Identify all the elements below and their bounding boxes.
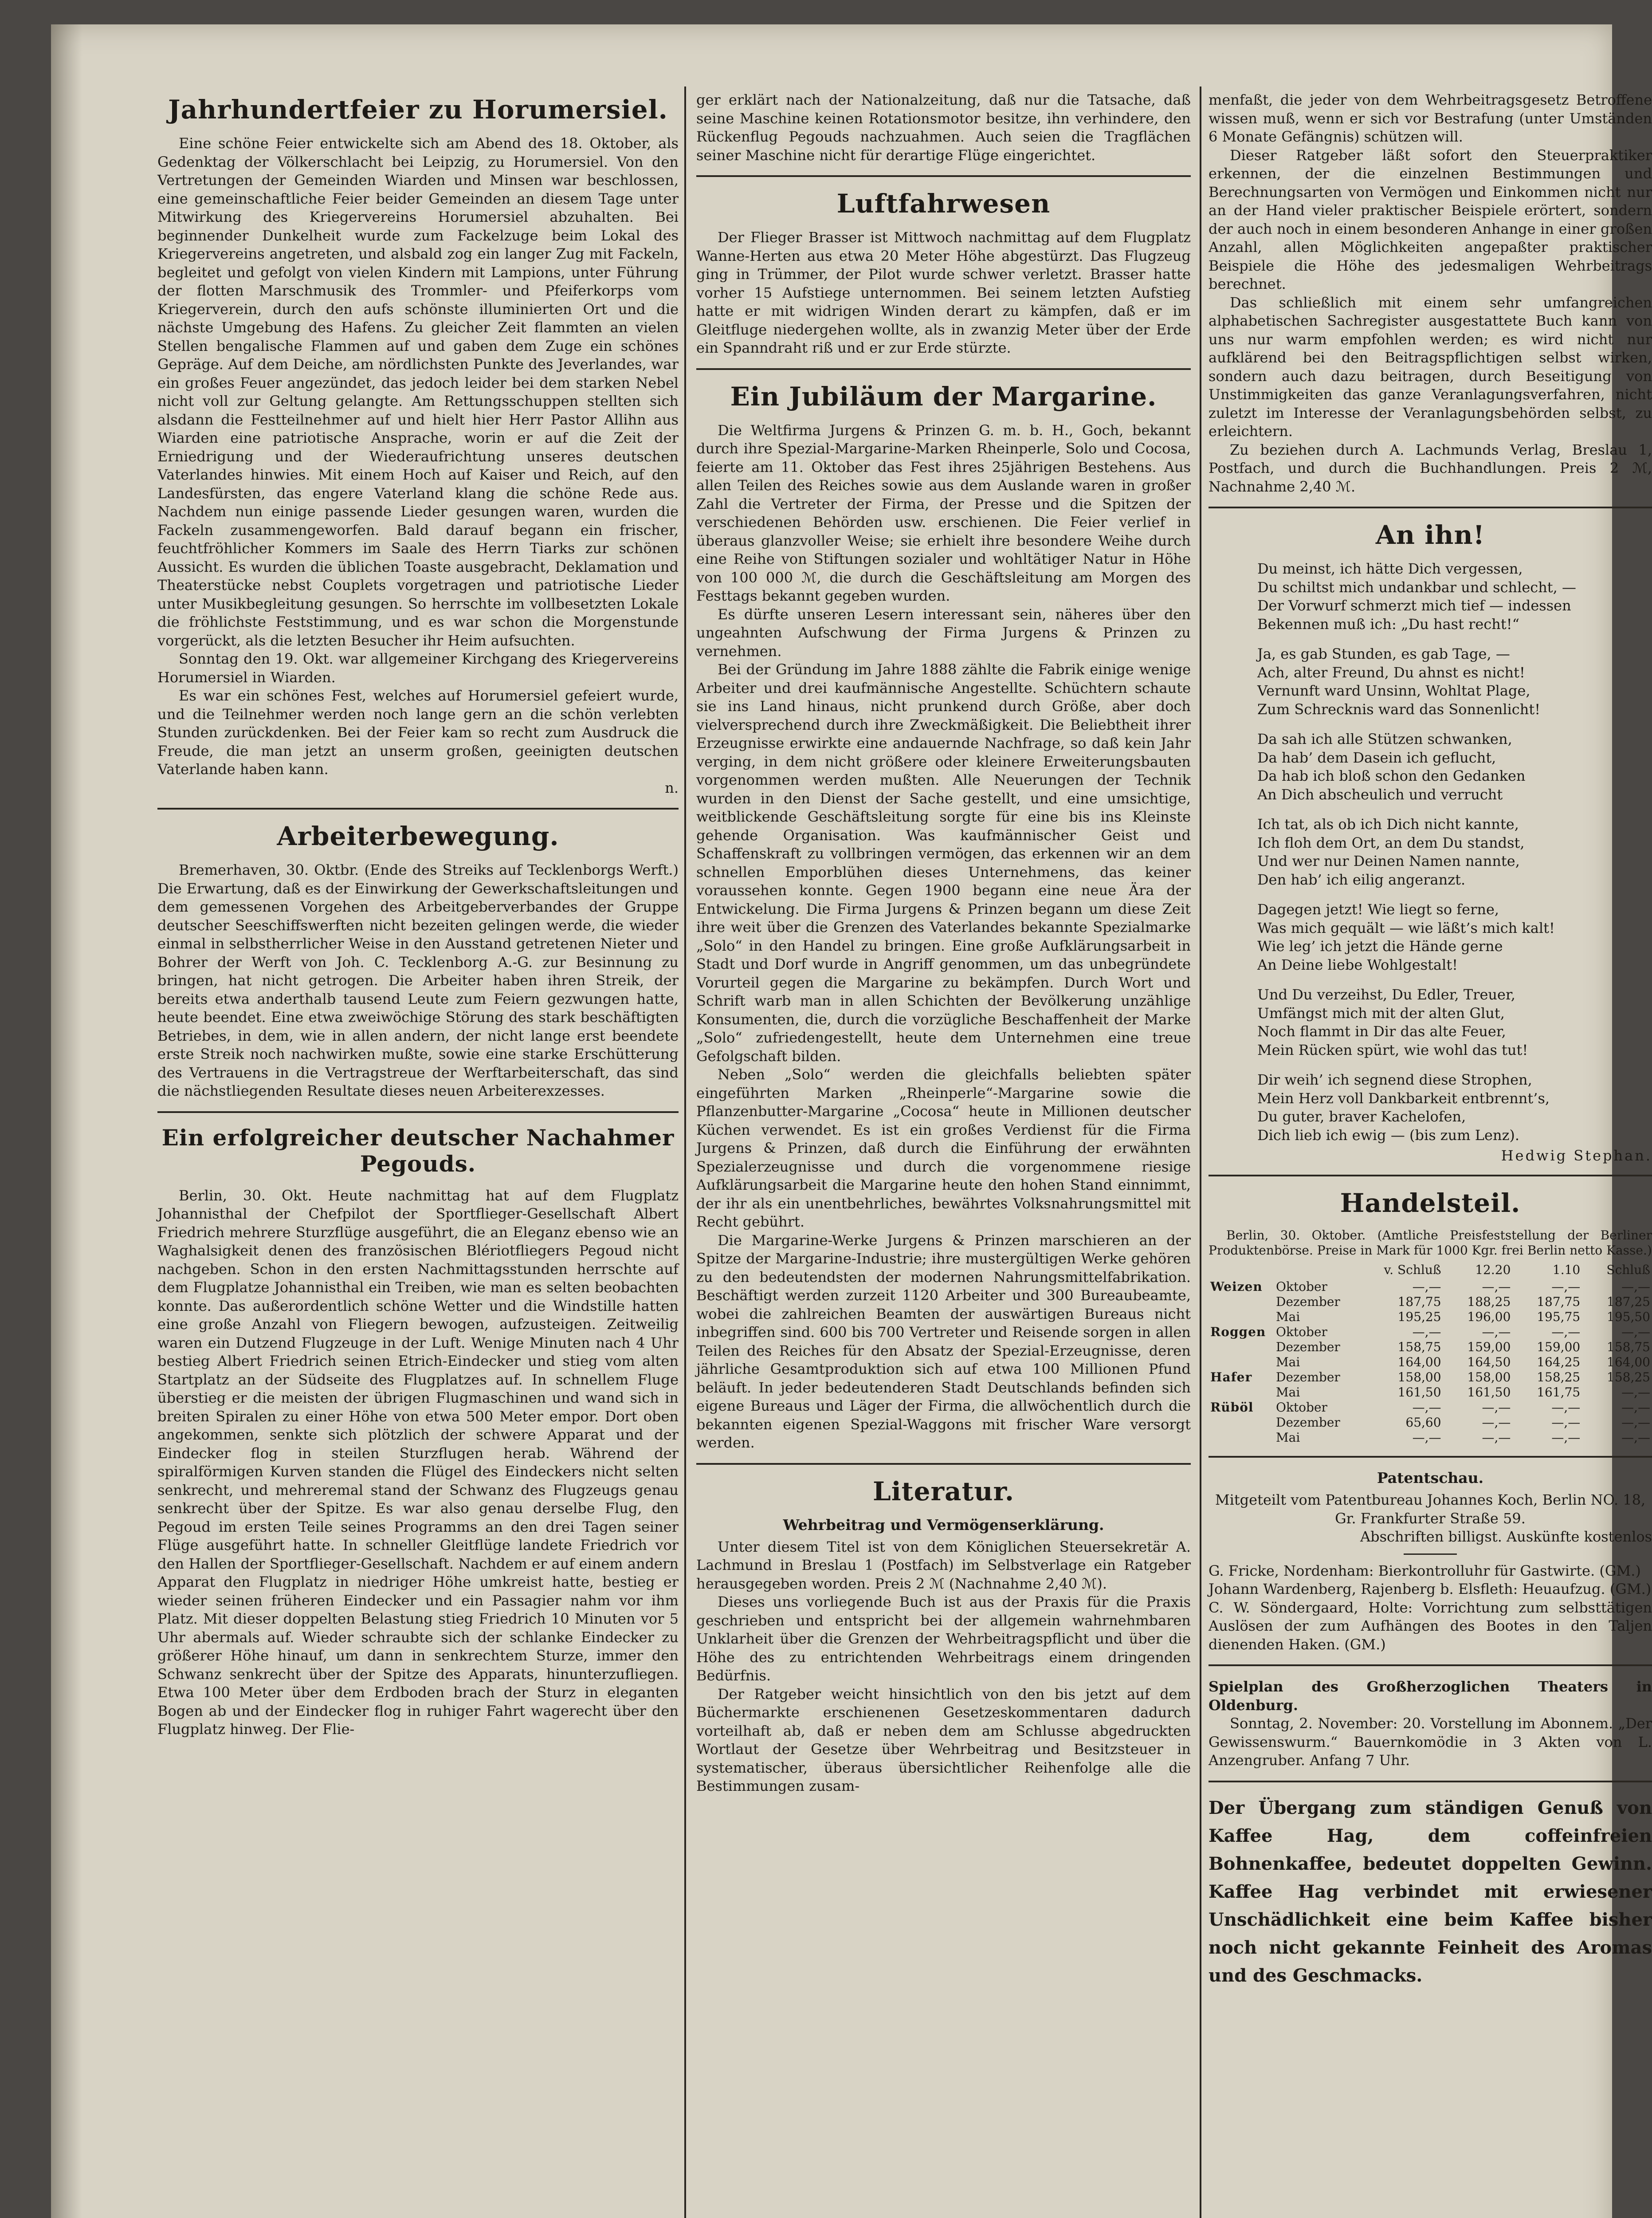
market-price: —,— (1551, 1279, 1581, 1294)
market-month: Dezember (1276, 1415, 1340, 1430)
article-paragraph: Das schließlich mit einem sehr umfangreichen alphabetischen Sachregister ausgestattete Buch kann von uns nur warm empfohlen werden; es wird nicht nur aufklärend bei den Beitragspflichtigen selbst wirken, sondern auch dazu beitragen, durch Beseitigung von Unstimmigkeiten das ganze Veranlagungsverfahren, nicht zuletzt im Interesse der Veranlagungsbehörden selbst, zu erleichtern. (1209, 294, 1652, 440)
section-divider (1209, 507, 1652, 508)
article-subtitle: Wehrbeitrag und Vermögenserklärung. (783, 1516, 1104, 1534)
market-table (1209, 1261, 1652, 1445)
poem-line: Noch flammt in Dir das alte Feuer, (1257, 1023, 1506, 1040)
poem-title: An ihn! (1375, 520, 1485, 550)
market-price: 164,00 (1607, 1355, 1650, 1369)
poem-line: Ich tat, als ob ich Dich nicht kannte, (1257, 816, 1519, 833)
article-paragraph: Die Weltfirma Jurgens & Prinzen G. m. b. H., Goch, bekannt durch ihre Spezial-Margarine-Marken Rheinperle, Solo und Cocosa, feierte am 11. Oktober das Fest ihres 25jährigen Bestehens. Aus allen Teilen des Reiches sowie aus dem Auslande waren in großer Zahl die Vertreter der Firma, der Presse und die Spitzen der verschiedenen Behörden usw. erschienen. Die Feier verlief in überaus glanzvoller Weise; sie erhielt ihre besondere Weihe durch eine Reihe von Stiftungen sozialer und wohltätiger Natur in Höhe von 100 000 ℳ, die durch die Geschäftsleitung am Morgen des Festtags bekannt gegeben wurden. (696, 421, 1191, 604)
market-grain (1209, 1430, 1274, 1445)
market-price: —,— (1621, 1325, 1650, 1339)
poem-author: Hedwig Stephan. (1501, 1147, 1652, 1164)
theater-text: Sonntag, 2. November: 20. Vorstellung im Abonnem. „Der Gewissenswurm.“ Bauernkomödie in 3 Akten von L. Anzengruber. Anfang 7 Uhr. (1209, 1715, 1652, 1769)
column-3 (1209, 91, 1652, 2218)
section-title-patentschau: Patentschau. (1377, 1469, 1484, 1487)
market-price: —,— (1621, 1279, 1650, 1294)
market-month: Oktober (1276, 1325, 1327, 1339)
section-divider (1209, 1664, 1652, 1666)
section-divider (157, 808, 679, 810)
poem-line: Ach, alter Freund, Du ahnst es nicht! (1257, 664, 1525, 681)
poem-stanza (1257, 645, 1652, 719)
market-intro: Berlin, 30. Oktober. (Amtliche Preisfeststellung der Berliner Produktenbörse. Preise in Mark für 1000 Kgr. frei Berlin netto Kasse.) (1209, 1228, 1652, 1258)
market-month: Mai (1276, 1385, 1300, 1400)
section-divider (1209, 1175, 1652, 1176)
market-row (1209, 1355, 1652, 1370)
article-paragraph: Eine schöne Feier entwickelte sich am Abend des 18. Oktober, als Gedenktag der Völkerschlacht bei Leipzig, zu Horumersiel. Von den Vertretungen der Gemeinden Wiarden und Minsen war beschlossen, eine gemeinschaftliche Feier beider Gemeinden an diesem Tage unter Mitwirkung des Kriegervereins Horumersiel abzuhalten. Bei beginnender Dunkelheit wurde zum Fackelzuge beim Lokal des Kriegervereins angetreten, und alsbald zog ein langer Zug mit Fackeln, begleitet und gefolgt von vielen Kindern mit Lampions, unter Führung der flotten Marschmusik des Trommler- und Pfeiferkorps vom Kriegerverein, durch den aufs schönste illuminierten Ort und die nächste Umgebung des Hafens. Zu gleicher Zeit flammten an vielen Stellen bengalische Flammen auf und gaben dem Zuge ein schönes Gepräge. Auf dem Deiche, am nördlichsten Punkte des Jeverlandes, war ein großes Feuer angezündet, das jedoch leider bei dem starken Nebel nicht voll zur Geltung gelangte. Am Rettungsschuppen stellten sich alsdann die Festteilnehmer auf und hielt hier Herr Pastor Allihn aus Wiarden eine patriotische Ansprache, worin er auf die Zeit der Erniedrigung und der Wiederaufrichtung unseres deutschen Vaterlandes hinwies. Mit einem Hoch auf Kaiser und Reich, auf den Landesfürsten, das engere Vaterland klang die schöne Rede aus. Nachdem nun einige passende Lieder gesungen waren, wurden die Fackeln zusammengeworfen. Bald darauf begann ein frischer, feuchtfröhlicher Kommers im Saale des Herrn Tiarks zur schönen Aussicht. Es wurden die üblichen Toaste ausgebracht, Deklamation und Theaterstücke nebst Couplets vorgetragen und patriotische Lieder unter Musikbegleitung gesungen. So herrschte im vollbesetzten Lokale die fröhlichste Feststimmung, und es war schon die Morgenstunde vorgerückt, als die letzten Besucher ihr Heim aufsuchten. (157, 135, 679, 649)
section-title-literatur: Literatur. (872, 1476, 1015, 1506)
market-price: 187,75 (1537, 1294, 1581, 1309)
article-paragraph: Zu beziehen durch A. Lachmunds Verlag, Breslau 1, Postfach, und durch die Buchhandlungen. Preis 2 ℳ, Nachnahme 2,40 ℳ. (1209, 441, 1652, 495)
market-month: Oktober (1276, 1400, 1327, 1415)
market-row (1209, 1325, 1652, 1340)
short-divider (1404, 1553, 1457, 1555)
article-paragraph: Die Margarine-Werke Jurgens & Prinzen marschieren an der Spitze der Margarine-Industrie; ihre mustergültigen Werke gehören zu den bedeutendsten der modernen Nahrungsmittelfabrikation. Beschäftigt werden zurzeit 1120 Arbeiter und 300 Bureaubeamte, wobei die zahlreichen Beamten der auswärtigen Bureaus nicht inbegriffen sind. 600 bis 700 Vertreter und Reisende sorgen in allen Teilen des Reiches für den Absatz der Spezial-Erzeugnisse, deren jährliche Gesamtproduktion sich auf etwa 100 Millionen Pfund beläuft. In jeder bedeutenderen Stadt Deutschlands befinden sich eigene Bureaus und Läger der Firma, die allwöchentlich durch die bekannten eigenen Spezial-Waggons mit frischer Ware versorgt werden. (696, 1231, 1191, 1451)
market-grain (1209, 1385, 1274, 1400)
article-paragraph: Bremerhaven, 30. Oktbr. (Ende des Streiks auf Tecklenborgs Werft.) Die Erwartung, daß es der Einwirkung der Gewerkschaftsleitungen und dem gemessenen Vorgehen des Arbeitgeberverbandes der Gruppe deutscher Seeschiffswerften nicht bezeiten gelingen werde, die wieder einmal in selbstherrlicher Weise in den Ausstand getretenen Nieter und Bohrer der Werft von Joh. C. Tecklenborg A.-G. zur Besinnung zu bringen, hat nicht getrogen. Die Arbeiter haben ihren Streik, der bereits etwa anderthalb tausend Leute zum Feiern gezwungen hatte, heute beendet. Eine etwa zweiwöchige Störung des stark beschäftigten Betriebes, in dem, wie in allen andern, der nicht lange erst beendete erste Streik noch nachwirken mußte, sowie eine starke Erschütterung des Vertrauens in die Vertragstreue der Werftarbeiterschaft, das sind die nächstliegenden Resultate dieses neuen Arbeiterexzesses. (157, 861, 679, 1099)
market-grain: Rüböl (1210, 1400, 1254, 1415)
market-month: Dezember (1276, 1294, 1340, 1309)
poem-line: Da hab’ dem Dasein ich geflucht, (1257, 749, 1496, 766)
market-grain: Hafer (1210, 1370, 1252, 1384)
poem-line: Zum Schrecknis ward das Sonnenlicht! (1257, 700, 1541, 718)
market-grain: Weizen (1210, 1279, 1263, 1294)
market-row (1209, 1279, 1652, 1294)
market-price: 158,00 (1467, 1370, 1511, 1384)
patent-entry: G. Fricke, Nordenham: Bierkontrolluhr für Gastwirte. (GM.) (1209, 1562, 1641, 1579)
market-row (1209, 1294, 1652, 1310)
poem-stanza (1257, 730, 1652, 804)
patent-note: Abschriften billigst. Auskünfte kostenlos (1360, 1528, 1652, 1545)
poem-line: Dich lieb ich ewig — (bis zum Lenz). (1257, 1126, 1520, 1144)
section-divider (696, 1463, 1191, 1465)
market-price: 196,00 (1467, 1310, 1511, 1324)
market-row (1209, 1310, 1652, 1325)
poem-stanza (1257, 901, 1652, 974)
market-month: Oktober (1276, 1279, 1327, 1294)
poem-line: Und wer nur Deinen Namen nannte, (1257, 853, 1520, 869)
poem-line: Bekennen muß ich: „Du hast recht!“ (1257, 615, 1519, 633)
section-divider (696, 175, 1191, 177)
article-paragraph: Dieser Ratgeber läßt sofort den Steuerpraktiker erkennen, der die einzelnen Bestimmungen und Berechnungsarten von Vermögen und Einkommen nicht nur an der Hand vieler praktischer Beispiele erörtert, sondern der auch noch in einem besonderen Anhange in einer großen Anzahl, allen Möglichkeiten angepaßter praktischer Beispiele die Höhe des jedesmaligen Wehrbeitrags berechnet. (1209, 146, 1652, 292)
article-title-luftfahrwesen: Luftfahrwesen (836, 189, 1051, 219)
article-continuation: ger erklärt nach der Nationalzeitung, daß nur die Tatsache, daß seine Maschine keinen Rotationsmotor besitze, ihn verhindere, den Rückenflug Pegouds nachzuahmen. Auch seien die Tragflächen seiner Maschine nicht für derartige Flüge eingerichtet. (696, 91, 1191, 164)
market-price: —,— (1551, 1415, 1581, 1430)
market-price: 158,25 (1537, 1370, 1581, 1384)
market-price: —,— (1621, 1385, 1650, 1400)
article-title-arbeiterbewegung: Arbeiterbewegung. (277, 821, 559, 851)
market-header-cell (1274, 1261, 1353, 1279)
section-title-handelsteil: Handelsteil. (1340, 1188, 1521, 1218)
theater-title: Spielplan des Großherzoglichen Theaters in Oldenburg. (1209, 1678, 1652, 1714)
section-divider (1209, 1781, 1652, 1782)
market-price: —,— (1621, 1430, 1650, 1445)
poem-stanza (1257, 1071, 1652, 1144)
poem-line: Den hab’ ich eilig angeranzt. (1257, 871, 1466, 888)
market-price: 195,50 (1607, 1310, 1650, 1324)
poem-line: Du schiltst mich undankbar und schlecht, — (1257, 578, 1576, 596)
market-price: —,— (1412, 1400, 1441, 1415)
article-title-pegoud: Ein erfolgreicher deutscher Nachahmer Pegouds. (161, 1124, 675, 1177)
market-month: Mai (1276, 1355, 1300, 1369)
article-paragraph: Der Ratgeber weicht hinsichtlich von den bis jetzt auf dem Büchermarkte erschienenen Gesetzeskommentaren dadurch vorteilhaft ab, daß er neben dem am Schlusse abgedruckten Wortlaut der Gesetze über Wehrbeitrag und Besitzsteuer in systematischer, überaus übersichtlicher Reihenfolge alle die Bestimmungen zusam- (696, 1685, 1191, 1794)
market-price: —,— (1482, 1400, 1511, 1415)
section-divider (157, 1111, 679, 1113)
poem-body (1257, 560, 1652, 1144)
poem-line: An Deine liebe Wohlgestalt! (1257, 956, 1458, 973)
poem-stanza (1257, 815, 1652, 889)
article-paragraph: Dieses uns vorliegende Buch ist aus der Praxis für die Praxis geschrieben und entspricht bei der allgemein wahrnehmbaren Unklarheit über die Grenzen der Wehrbeitragspflicht und über die Höhe des zu entrichtenden Wehrbeitrags einem dringenden Bedürfnis. (696, 1593, 1191, 1684)
article-title-jahrhundertfeier: Jahrhundertfeier zu Horumersiel. (168, 94, 668, 125)
market-price: 65,60 (1405, 1415, 1441, 1430)
column-2 (696, 91, 1191, 2218)
article-paragraph: Es dürfte unseren Lesern interessant sein, näheres über den ungeahnten Aufschwung der Firma Jurgens & Prinzen zu vernehmen. (696, 606, 1191, 660)
poem-line: Vernunft ward Unsinn, Wohltat Plage, (1257, 682, 1530, 699)
market-header-cell: v. Schluß (1384, 1262, 1441, 1277)
poem-line: Der Vorwurf schmerzt mich tief — indessen (1257, 597, 1571, 614)
market-price: 158,75 (1607, 1340, 1650, 1354)
market-grain (1209, 1310, 1274, 1325)
market-header-cell: Schluß (1606, 1262, 1650, 1277)
market-grain (1209, 1340, 1274, 1355)
poem-stanza (1257, 986, 1652, 1059)
market-price: 195,25 (1397, 1310, 1441, 1324)
poem-line: An Dich abscheulich und verrucht (1257, 786, 1503, 803)
market-price: —,— (1551, 1430, 1581, 1445)
patent-entry: Johann Wardenberg, Rajenberg b. Elsfleth: Heuaufzug. (GM.) (1209, 1581, 1652, 1597)
market-month: Dezember (1276, 1340, 1340, 1354)
market-price: 158,75 (1397, 1340, 1441, 1354)
market-row (1209, 1385, 1652, 1400)
market-price: 164,50 (1467, 1355, 1511, 1369)
poem-line: Du meinst, ich hätte Dich vergessen, (1257, 560, 1523, 577)
market-price: —,— (1621, 1415, 1650, 1430)
market-price: —,— (1412, 1430, 1441, 1445)
poem-stanza (1257, 560, 1652, 633)
patent-entry: C. W. Söndergaard, Holte: Vorrichtung zum selbsttätigen Auslösen der zum Aufhängen des Bootes in den Taljen dienenden Haken. (GM.) (1209, 1599, 1652, 1653)
market-row (1209, 1415, 1652, 1430)
poem-line: Umfängst mich mit der alten Glut, (1257, 1004, 1505, 1022)
poem-line: Was mich gequält — wie läßt’s mich kalt! (1257, 919, 1555, 936)
market-price: —,— (1621, 1400, 1650, 1415)
market-month: Mai (1276, 1310, 1300, 1324)
poem-line: Da sah ich alle Stützen schwanken, (1257, 731, 1512, 747)
article-paragraph: Sonntag den 19. Okt. war allgemeiner Kirchgang des Kriegervereins Horumersiel in Wiarden. (157, 650, 679, 686)
market-price: 159,00 (1537, 1340, 1581, 1354)
column-rule-1 (684, 87, 686, 2218)
market-price: 159,00 (1467, 1340, 1511, 1354)
advertisement-kaffee-hag: Der Übergang zum ständigen Genuß von Kaffee Hag, dem coffeinfreien Bohnenkaffee, bedeutet doppelten Gewinn. Kaffee Hag verbindet mit erwiesener Unschädlichkeit eine beim Kaffee bisher noch nicht gekannte Feinheit des Aromas und des Geschmacks. (1209, 1797, 1652, 1986)
market-grain (1209, 1355, 1274, 1370)
market-price: —,— (1482, 1325, 1511, 1339)
market-header-cell: 1.10 (1552, 1262, 1581, 1277)
market-price: —,— (1551, 1400, 1581, 1415)
market-grain (1209, 1294, 1274, 1310)
market-price: 158,00 (1397, 1370, 1441, 1384)
poem-line: Du guter, braver Kachelofen, (1257, 1108, 1466, 1125)
article-paragraph: Berlin, 30. Okt. Heute nachmittag hat auf dem Flugplatz Johannisthal der Chefpilot der Sportflieger-Gesellschaft Albert Friedrich mehrere Sturzflüge ausgeführt, die an Eleganz ebenso wie an Waghalsigkeit denen des französischen Blériotfliegers Pegoud nicht nachgeben. Schon in den ersten Nachmittagsstunden herrschte auf dem Flugplatze Johannisthal ein Treiben, wie man es selten beobachten konnte. Das außerordentlich schöne Wetter und die Windstille hatten eine große Anzahl von Fliegern bewogen, aufzusteigen. Zeitweilig waren ein Dutzend Flugzeuge in der Luft. Wenige Minuten nach 4 Uhr bestieg Albert Friedrich seinen Etrich-Eindecker und stieg vom alten Startplatz an der Südseite des Flugplatzes auf. In schnellem Fluge überstieg er die meisten der übrigen Flugmaschinen und wand sich in breiten Spiralen zu einer Höhe von etwa 500 Meter empor. Dort oben angekommen, senkte sich plötzlich der schwere Apparat und der Eindecker flog in steilen Sturzflugen herab. Während der spiralförmigen Kurven standen die Flügel des Eindeckers nicht selten senkrecht, und mehreremal stand der Schwanz des Flugzeugs genau senkrecht über der Spitze. Es war also genau derselbe Flug, den Pegoud im ersten Teile seines Programms an den drei Tagen seiner Flüge ausgeführt hatte. In schneller Gleitflüge landete Friedrich vor den Hallen der Sportflieger-Gesellschaft. Nachdem er auf einem andern Apparat den Flugplatz in niedriger Höhe umkreist hatte, bestieg er wieder seinen früheren Eindecker und ein Passagier nahm vor ihm Platz. Mit dieser doppelten Belastung stieg Friedrich 10 Minuten vor 5 Uhr abermals auf. Wieder schraubte sich der schlanke Eindecker zu größerer Höhe hinauf, um dann in senkrechtem Sturze, immer den Schwanz senkrecht über der Spitze des Apparats, hinunterzufliegen. Etwa 100 Meter über dem Erdboden brach der Sturz in eleganten Bogen ab und der Eindecker flog in ruhiger Fahrt wagerecht über den Flugplatz hinweg. Der Flie- (157, 1187, 679, 1738)
market-price: 161,50 (1397, 1385, 1441, 1400)
market-header-cell (1209, 1261, 1274, 1279)
column-1 (157, 91, 679, 2218)
market-price: —,— (1482, 1415, 1511, 1430)
market-price: 188,25 (1467, 1294, 1511, 1309)
market-month: Mai (1276, 1430, 1300, 1445)
article-continuation: menfaßt, die jeder von dem Wehrbeitragsgesetz Betroffene wissen muß, wenn er sich vor Bestrafung (unter Umständen 6 Monate Gefängnis) schützen will. (1209, 91, 1652, 145)
article-paragraph: Der Flieger Brasser ist Mittwoch nachmittag auf dem Flugplatz Wanne-Herten aus etwa 20 Meter Höhe abgestürzt. Das Flugzeug ging in Trümmer, der Pilot wurde schwer verletzt. Brasser hatte vorher 15 Aufstiege unternommen. Bei seinem letzten Aufstieg hatte er mit widrigen Winden derart zu kämpfen, daß er im Gleitfluge niedergehen wollte, als in zwanzig Meter über der Erde ein Spanndraht riß und er zur Erde stürzte. (696, 229, 1191, 356)
market-row (1209, 1400, 1652, 1415)
market-price: 187,25 (1607, 1294, 1650, 1309)
market-price: 164,00 (1397, 1355, 1441, 1369)
market-price: —,— (1551, 1325, 1581, 1339)
poem-line: Dagegen jetzt! Wie liegt so ferne, (1257, 901, 1499, 918)
market-month: Dezember (1276, 1370, 1340, 1384)
market-price: 158,25 (1607, 1370, 1650, 1384)
section-divider (696, 368, 1191, 370)
market-header-cell: 12.20 (1475, 1262, 1511, 1277)
market-row (1209, 1430, 1652, 1445)
poem-line: Und Du verzeihst, Du Edler, Treuer, (1257, 986, 1515, 1003)
market-price: 164,25 (1537, 1355, 1581, 1369)
poem-line: Dir weih’ ich segnend diese Strophen, (1257, 1071, 1532, 1088)
market-price: —,— (1482, 1279, 1511, 1294)
market-header-row (1209, 1261, 1652, 1279)
article-signature: n. (665, 779, 679, 796)
poem-line: Ja, es gab Stunden, es gab Tage, — (1257, 645, 1510, 662)
page-shadow (51, 24, 82, 2218)
article-paragraph: Es war ein schönes Fest, welches auf Horumersiel gefeiert wurde, und die Teilnehmer werden noch lange gern an die schön verlebten Stunden zurückdenken. Bei der Feier kam so recht zum Ausdruck die Freude, die man jetzt an unserm großen, geeinigten deutschen Vaterlande haben kann. (157, 687, 679, 778)
market-price: 161,50 (1467, 1385, 1511, 1400)
article-title-margarine: Ein Jubiläum der Margarine. (730, 381, 1157, 412)
poem-line: Mein Rücken spürt, wie wohl das tut! (1257, 1041, 1528, 1058)
poem-line: Mein Herz voll Dankbarkeit entbrennt’s, (1257, 1089, 1550, 1107)
market-price: 195,75 (1537, 1310, 1581, 1324)
article-paragraph: Unter diesem Titel ist von dem Königlichen Steuersekretär A. Lachmund in Breslau 1 (Postfach) im Selbstverlage ein Ratgeber herausgegeben worden. Preis 2 ℳ (Nachnahme 2,40 ℳ). (696, 1538, 1191, 1592)
market-price: —,— (1482, 1430, 1511, 1445)
section-divider (1209, 1456, 1652, 1458)
poem-line: Ich floh dem Ort, an dem Du standst, (1257, 834, 1525, 851)
patent-intro: Mitgeteilt vom Patentbureau Johannes Koch, Berlin NO. 18, Gr. Frankfurter Straße 59. (1215, 1491, 1646, 1527)
poem-line: Wie leg’ ich jetzt die Hände gerne (1257, 938, 1503, 955)
market-price: —,— (1412, 1325, 1441, 1339)
column-rule-2 (1200, 87, 1201, 2218)
market-row (1209, 1340, 1652, 1355)
article-paragraph: Bei der Gründung im Jahre 1888 zählte die Fabrik einige wenige Arbeiter und drei kaufmännische Angestellte. Schüchtern schaute sie ins Land hinaus, nicht prunkend durch Größe, aber doch vielversprechend durch ihre Zweckmäßigkeit. Die Beliebtheit ihrer Erzeugnisse erwirkte eine andauernde Nachfrage, so daß kein Jahr verging, in dem nicht größere oder kleinere Erweiterungsbauten vorgenommen werden mußten. Alle Neuerungen der Technik wurden in den Dienst der Sache gestellt, und eine umsichtige, weitblickende Geschäftsleitung sorgte für eine bis ins Kleinste gehende Organisation. Was kaufmännischer Geist und Schaffenskraft zu vollbringen vermögen, das erkennen wir an dem schnellen Emporblühen dieses Unternehmens, das keiner voraussehen konnte. Gegen 1900 begann eine neue Ära der Entwickelung. Die Firma Jurgens & Prinzen begann um diese Zeit ihre weit über die Grenzen des Vaterlandes bekannte Spezialmarke „Solo“ in den Handel zu bringen. Eine große Aufklärungsarbeit in Stadt und Dorf wurde in Angriff genommen, um das unbegründete Vorurteil gegen die Margarine zu bekämpfen. Durch Wort und Schrift warb man in allen Schichten der Bevölkerung unzählige Konsumenten, die, durch die vorzügliche Beschaffenheit der Marke „Solo“ zufriedengestellt, heute dem Unternehmen eine treue Gefolgschaft bilden. (696, 661, 1191, 1065)
market-price: —,— (1412, 1279, 1441, 1294)
market-grain (1209, 1415, 1274, 1430)
market-price: 161,75 (1537, 1385, 1581, 1400)
market-grain: Roggen (1210, 1325, 1266, 1339)
article-paragraph: Neben „Solo“ werden die gleichfalls beliebten später eingeführten Marken „Rheinperle“-Margarine sowie die Pflanzenbutter-Margarine „Cocosa“ heute in Millionen deutscher Küchen verwendet. Es ist ein großes Verdienst für die Firma Jurgens & Prinzen, daß durch die Einführung der erwähnten Spezialerzeugnisse und durch die vorgenommene riesige Aufklärungsarbeit die Margarine heute den hohen Stand einnimmt, der ihr als ein unentbehrliches, bewährtes Volksnahrungsmittel mit Recht gebührt. (696, 1066, 1191, 1230)
market-table-body (1209, 1279, 1652, 1445)
poem-line: Da hab ich bloß schon den Gedanken (1257, 767, 1526, 784)
newspaper-page (51, 24, 1652, 2218)
market-price: 187,75 (1397, 1294, 1441, 1309)
market-row (1209, 1370, 1652, 1385)
